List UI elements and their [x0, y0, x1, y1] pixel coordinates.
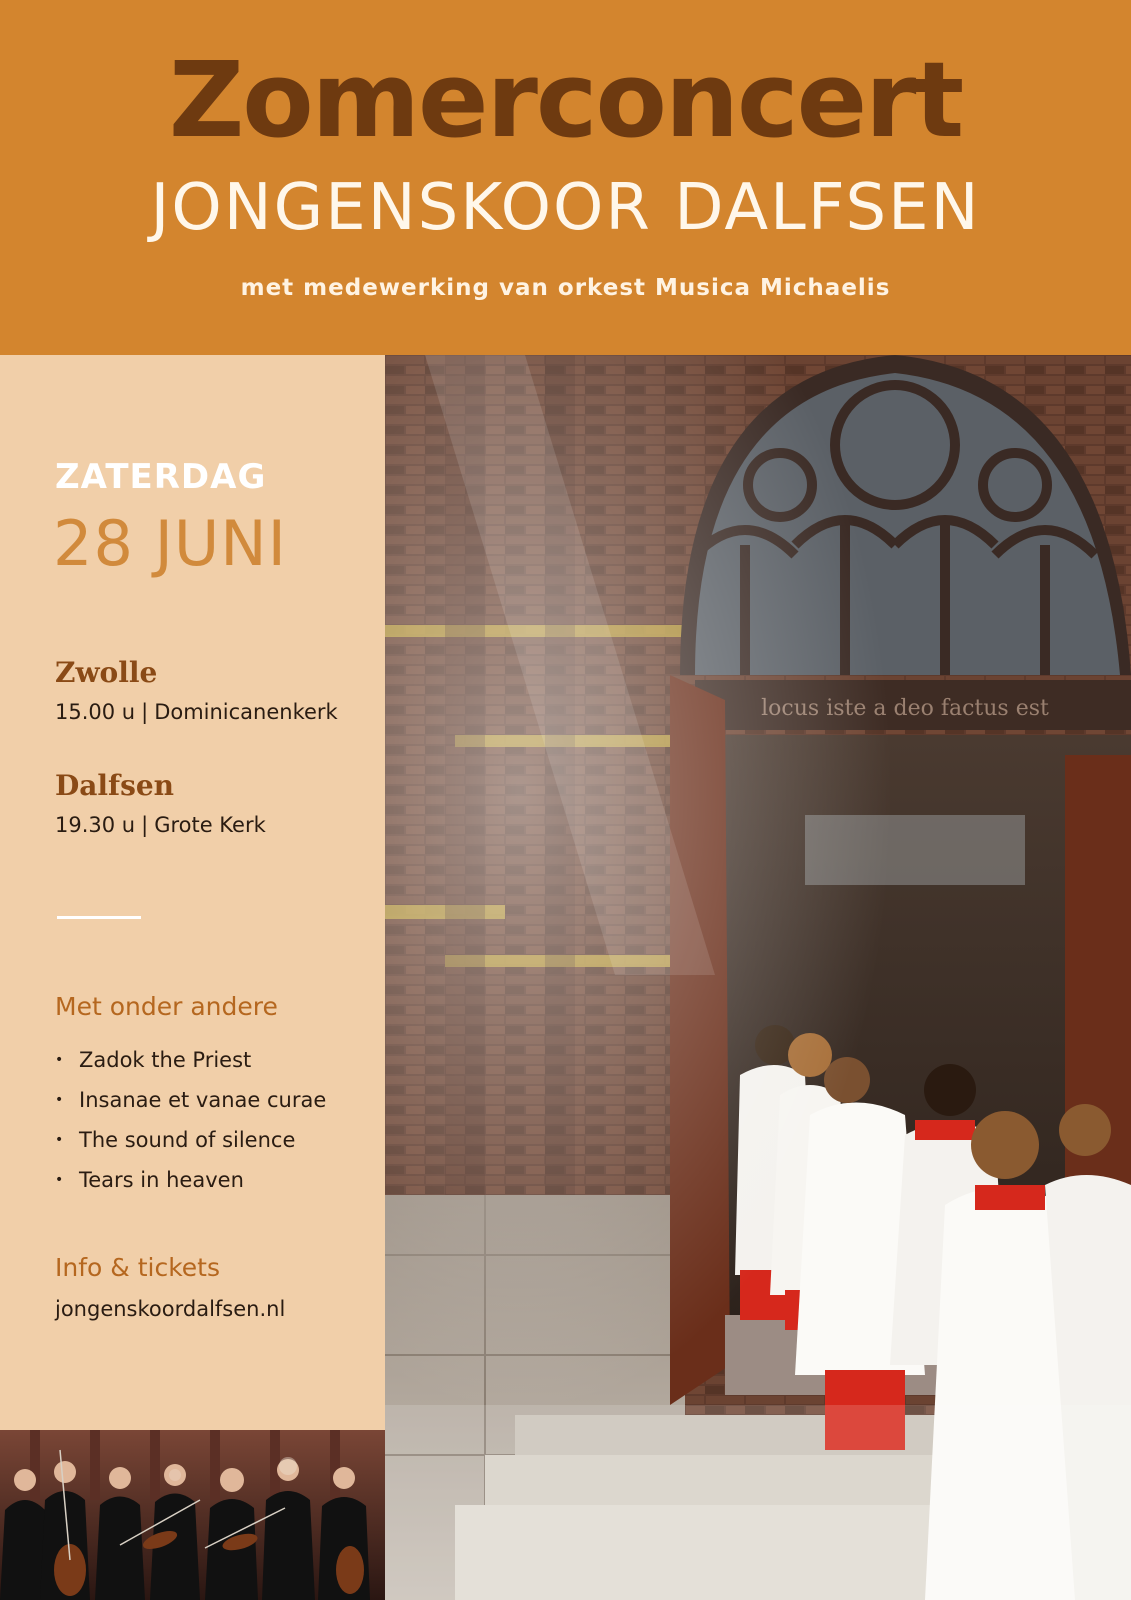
concert-time: 15.00 u: [55, 700, 136, 724]
program-heading: Met onder andere: [55, 992, 278, 1021]
concert-city-zwolle: Zwolle: [55, 656, 158, 689]
concert-time-zwolle: [55, 700, 338, 724]
program-list: [55, 1040, 326, 1200]
concert-time-dalfsen: [55, 813, 266, 837]
divider-rule: [57, 916, 141, 919]
separator: |: [141, 700, 149, 724]
bullet-icon: •: [55, 1172, 64, 1188]
song-title: Insanae et vanae curae: [79, 1088, 327, 1112]
bullet-icon: •: [55, 1092, 64, 1108]
concert-time: 19.30 u: [55, 813, 136, 837]
event-date: 28 JUNI: [53, 507, 287, 580]
event-day: ZATERDAG: [55, 457, 267, 497]
list-item: [55, 1160, 326, 1200]
concert-city-dalfsen: Dalfsen: [55, 769, 175, 802]
bullet-icon: •: [55, 1132, 64, 1148]
separator: |: [141, 813, 149, 837]
church-photo: [385, 355, 1131, 1600]
orchestra-byline: met medewerking van orkest Musica Michaelis: [240, 275, 891, 301]
list-item: [55, 1040, 326, 1080]
choir-name: JONGENSKOOR DALFSEN: [150, 171, 981, 245]
website-url: jongenskoordalfsen.nl: [55, 1297, 286, 1321]
poster-title: Zomerconcert: [168, 39, 963, 161]
list-item: [55, 1120, 326, 1160]
bullet-icon: •: [55, 1052, 64, 1068]
concert-venue: Dominicanenkerk: [154, 700, 338, 724]
song-title: Tears in heaven: [79, 1168, 244, 1192]
orchestra-photo: [0, 1430, 388, 1600]
list-item: [55, 1080, 326, 1120]
song-title: The sound of silence: [79, 1128, 296, 1152]
info-heading: Info & tickets: [55, 1253, 220, 1282]
song-title: Zadok the Priest: [79, 1048, 252, 1072]
concert-venue: Grote Kerk: [154, 813, 266, 837]
